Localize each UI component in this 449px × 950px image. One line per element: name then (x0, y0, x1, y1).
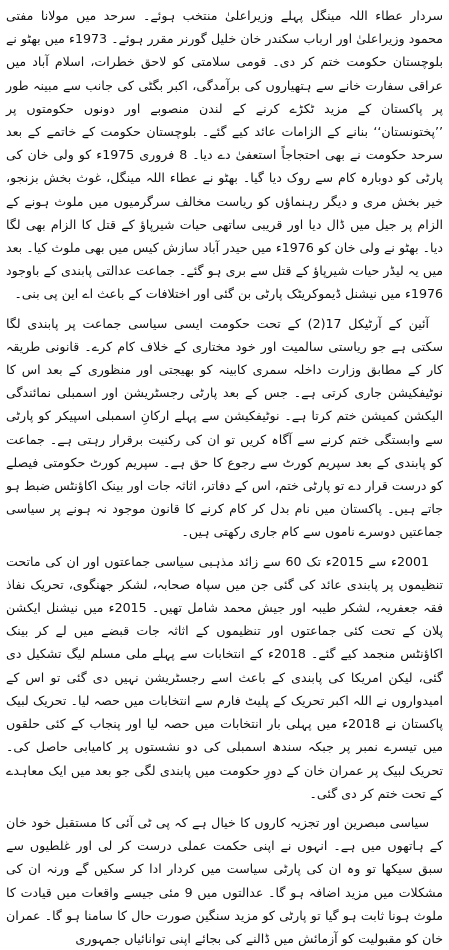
paragraph-article-17-ban-procedure: آئین کے آرٹیکل 17(2) کے تحت حکومت ایسی سیاسی جماعت پر پابندی لگا سکتی ہے جو ریاستی سالمیت اور خود مختاری کے خلاف کام کرے۔ قانونی طریقہ کار کے مطابق وزارت داخلہ سمری کابینہ کو بھیجتی اور منظوری کے بعد اس کا نوٹیفکیشن جاری کرتی ہے۔ جس کے بعد پارٹی رجسٹریشن اور اسمبلی نمائندگی الیکشن کمیشن ختم کرتا ہے۔ نوٹیفکیشن سے پہلے ارکانِ اسمبلی اسپیکر کو پارٹی سے وابستگی ختم کرنے سے آگاہ کریں تو ان کی رکنیت برقرار رہتی ہے۔ جماعت کو پابندی کے بعد سپریم کورٹ سے رجوع کا حق ہے۔ سپریم کورٹ حکومتی فیصلے کو درست قرار دے تو پارٹی ختم، اس کے دفاتر، اثاثہ جات اور بینک اکاؤنٹس ضبط ہو جاتے ہیں۔ پاکستان میں نام بدل کر کام کرنے کا قانون موجود نہ ہونے پر سیاسی جماعتیں دوسرے ناموں سے کام جاری رکھتی ہیں۔ (6, 315, 443, 540)
paragraph-pti-future: سیاسی مبصرین اور تجزیہ کاروں کا خیال ہے کہ پی ٹی آئی کا مستقبل خود خان کے ہاتھوں میں ہے۔ انہوں نے اپنی حکمت عملی درست کر لی اور غلطیوں سے سبق سیکھا تو وہ ان کی پارٹی سیاست میں کردار ادا کر سکیں گے ورنہ ان کی مشکلات میں مزید اضافہ ہو گا۔ عدالتوں میں 9 مئی جیسے واقعات میں قیادت کا ملوث ہونا ثابت ہو گیا تو پارٹی کو مزید سنگین صورت حال کا سامنا ہو گا۔ عمران خان کو مقبولیت کو آزمائش میں ڈالنے کی بجائے اپنی توانائیاں جمہوری (6, 814, 444, 946)
paragraph-sardar-attaullah-mengal: سردار عطاء اللہ مینگل پہلے وزیراعلیٰ منتخب ہوئے۔ سرحد میں مولانا مفتی محمود وزیراعلیٰ اور ارباب سکندر خان خلیل گورنر مقرر ہوئے۔ 1973ء میں بھٹو نے بلوچستان حکومت ختم کر دی۔ قومی سلامتی کو لاحق خطرات، اسلام آباد میں عراقی سفارت خانے سے ہتھیاروں کی برآمدگی، اکبر بگٹی کی جانب سے مبینہ طور پر پاکستان کے مزید ٹکڑے کرنے کے لندن منصوبے اور دونوں حکومتوں پر ’’پختونستان‘‘ بنانے کے الزامات عائد کیے گئے۔ بلوچستان حکومت کے خاتمے کے بعد سرحد حکومت نے بھی احتجاجاً استعفیٰ دے دیا۔ 8 فروری 1975ء کو ولی خان کی پارٹی کو دوبارہ کام سے روک دیا گیا۔ بھٹو نے عطاء اللہ مینگل، غوث بخش بزنجو، خیر بخش مری و دیگر رہنماؤں کو ریاست مخالف سرگرمیوں میں ملوث ہونے کے الزام پر جیل میں ڈال دیا اور قریبی ساتھی حیات شیرپاؤ کے قتل کا الزام بھی لگا دیا۔ بھٹو نے ولی خان کو 1976ء میں حیدر آباد سازش کیس میں بھی ملوث کیا۔ بعد میں یہ لیڈر حیات شیرپاؤ کے قتل سے بری ہو گئے۔ جماعت عدالتی پابندی کے باوجود 1976ء میں نیشنل ڈیموکریٹک پارٹی بن گئی اور اختلافات کے باعث اے این پی بنی۔ (6, 8, 444, 302)
paragraph-banned-parties-2001-2015: 2001ء سے 2015ء تک 60 سے زائد مذہبی سیاسی جماعتوں اور ان کی ماتحت تنظیموں پر پابندی عائد کی گئی جن میں سپاہ صحابہ، لشکر جھنگوی، تحریک نفاذ فقہ جعفریہ، لشکر طیبہ اور جیش محمد شامل تھیں۔ 2015ء میں نیشنل ایکشن پلان کے تحت کئی جماعتوں اور تنظیموں کے اثاثہ جات قبضے میں لے کر بینک اکاؤنٹس منجمد کیے گئے۔ 2018ء کے انتخابات سے پہلے ملی مسلم لیگ تشکیل دی گئی، لیکن امریکا کی پابندی کے باعث اسے رجسٹریشن نہیں دی گئی تو اس کے امیدواروں نے اللہ اکبر تحریک کے پلیٹ فارم سے انتخابات میں حصہ لیا۔ تحریک لبیک پاکستان نے 2018ء میں پہلی بار انتخابات میں حصہ لیا اور پنجاب کے کئی حلقوں میں تیسرے نمبر پر جبکہ سندھ اسمبلی کی دو نشستوں پر کامیابی حاصل کی۔ تحریک لبیک پر عمران خان کے دورِ حکومت میں پابندی لگی جو بعد میں ایک معاہدے کے تحت ختم کر دی گئی۔ (6, 553, 443, 801)
